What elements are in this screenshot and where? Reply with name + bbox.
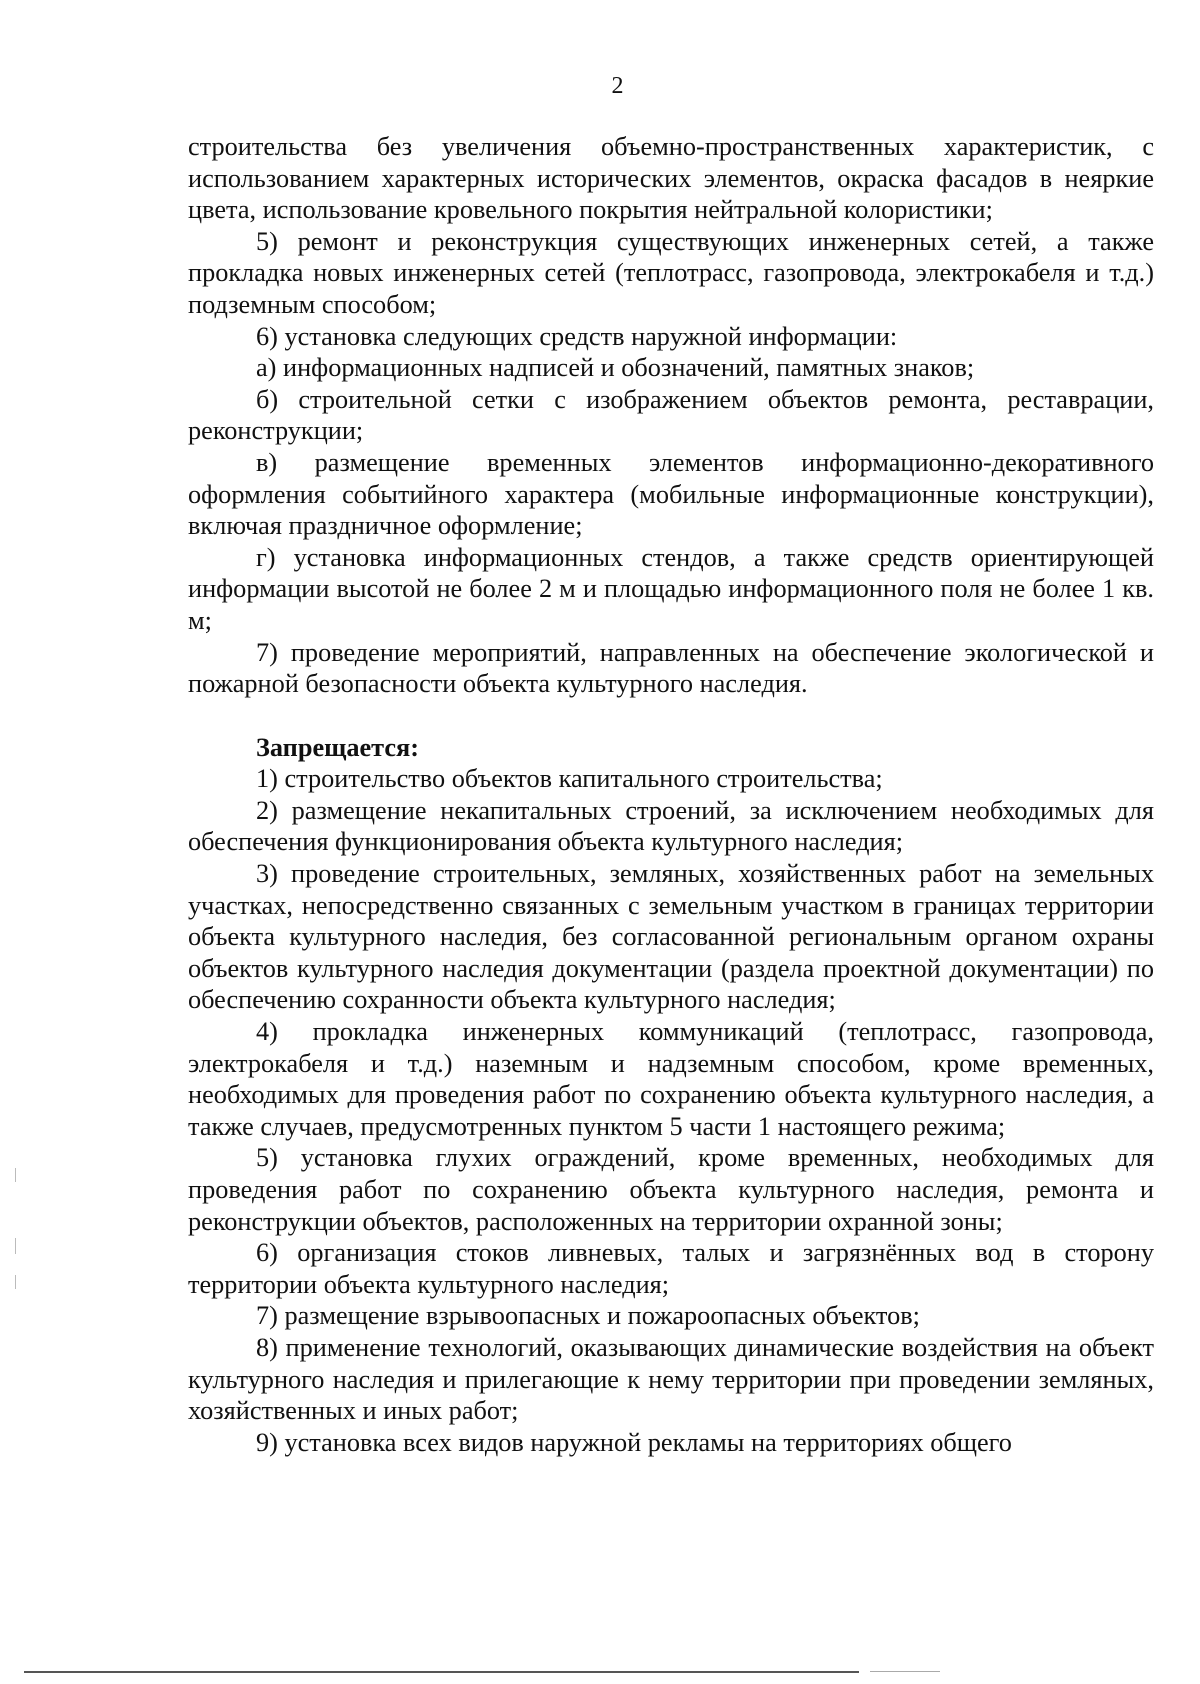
paragraph-item-6a: а) информационных надписей и обозначений, памятных знаков; (256, 353, 975, 383)
page-number: 2 (611, 73, 624, 99)
prohibited-item-3: 3) проведение строительных, земляных, хозяйственных работ на земельных участках, непосредственно связанных с земельным участком в границах территории объекта культурного наследия, без согласованной региональным органом охраны объектов культурного наследия документации (раздела проектной документации) по обеспечению сохранности объекта культурного наследия; (188, 859, 1154, 1015)
scan-artifact-mark (15, 1168, 16, 1182)
paragraph-item-6v: в) размещение временных элементов информационно-декоративного оформления событийного характера (мобильные информационные конструкции), включая праздничное оформление; (188, 447, 1154, 541)
paragraph-item-5: 5) ремонт и реконструкция существующих инженерных сетей, а также прокладка новых инженерных сетей (теплотрасс, газопровода, электрокабеля и т.д.) подземным способом; (188, 226, 1154, 319)
section-heading-prohibited: Запрещается: (256, 732, 420, 762)
prohibited-item-6: 6) организация стоков ливневых, талых и загрязнённых вод в сторону территории объекта культурного наследия; (188, 1238, 1154, 1299)
prohibited-item-8: 8) применение технологий, оказывающих динамические воздействия на объект культурного наследия и прилегающие к нему территории при проведении земляных, хозяйственных и иных работ; (188, 1332, 1154, 1426)
paragraph-continuation: строительства без увеличения объемно-пространственных характеристик, с использованием характерных исторических элементов, окраска фасадов в неяркие цвета, использование кровельного покрытия нейтральной колористики; (188, 132, 1154, 225)
prohibited-item-7: 7) размещение взрывоопасных и пожароопасных объектов; (256, 1301, 920, 1331)
prohibited-item-9: 9) установка всех видов наружной рекламы на территориях общего (256, 1427, 1012, 1457)
paragraph-item-6b: б) строительной сетки с изображением объектов ремонта, реставрации, реконструкции; (188, 384, 1154, 446)
scan-artifact-mark (15, 1238, 16, 1254)
document-body (188, 131, 1154, 1458)
scan-edge-line (870, 1671, 940, 1672)
prohibited-item-1: 1) строительство объектов капитального строительства; (256, 764, 883, 794)
scan-artifact-mark (15, 1275, 16, 1289)
paragraph-item-7: 7) проведение мероприятий, направленных на обеспечение экологической и пожарной безопасности объекта культурного наследия. (188, 637, 1154, 699)
paragraph-item-6: 6) установка следующих средств наружной информации: (256, 321, 898, 351)
prohibited-item-5: 5) установка глухих ограждений, кроме временных, необходимых для проведения работ по сохранению объекта культурного наследия, ремонта и реконструкции объектов, расположенных на территории охранной зоны; (188, 1143, 1154, 1236)
prohibited-item-4: 4) прокладка инженерных коммуникаций (теплотрасс, газопровода, электрокабеля и т.д.) наземным и надземным способом, кроме временных, необходимых для проведения работ по сохранению объекта культурного наследия, а также случаев, предусмотренных пунктом 5 части 1 настоящего режима; (188, 1017, 1154, 1141)
paragraph-item-6g: г) установка информационных стендов, а также средств ориентирующей информации высотой не более 2 м и площадью информационного поля не более 1 кв. м; (188, 542, 1154, 635)
scan-edge-line (24, 1671, 859, 1673)
prohibited-item-2: 2) размещение некапитальных строений, за исключением необходимых для обеспечения функционирования объекта культурного наследия; (188, 795, 1154, 857)
